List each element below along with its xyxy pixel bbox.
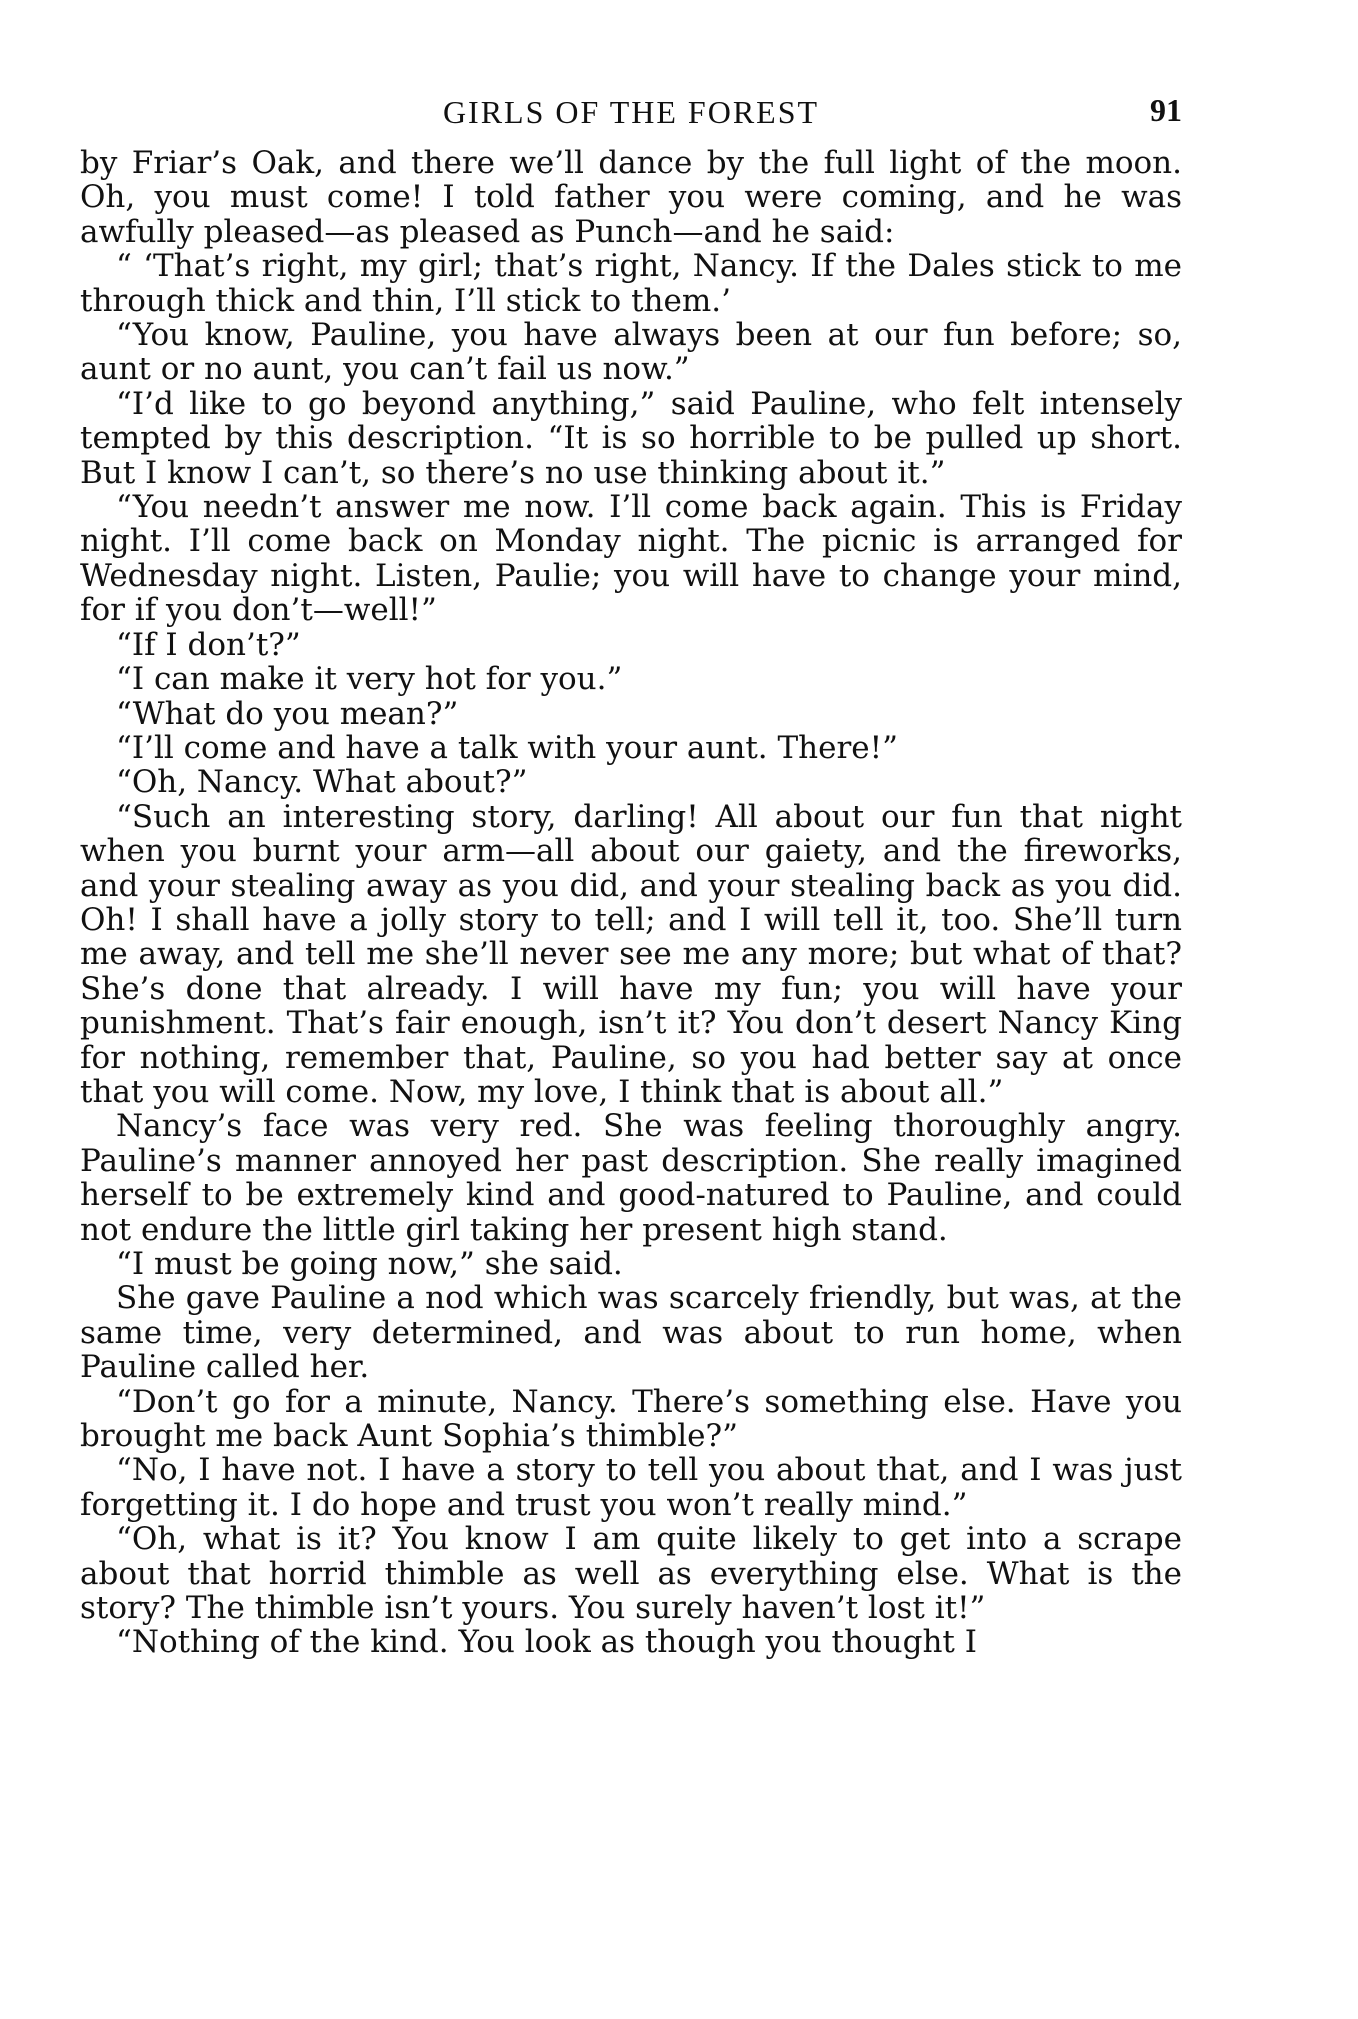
paragraph: “Such an interesting story, darling! All about our fun that night when you burnt your arm—all about our gaiety, and the fireworks, and your stealing away as you did, and your stealing back as you did. Oh! I shall have a jolly story to tell; and I will tell it, too. She’ll turn me away, and tell me she’ll never see me any more; but what of that? She’s done that already. I will have my fun; you will have your punishment. That’s fair enough, isn’t it? You don’t desert Nancy King for nothing, remember that, Pauline, so you had better say at once that you will come. Now, my love, I think that is about all.” xyxy=(80,798,1182,1110)
paragraph: “Don’t go for a minute, Nancy. There’s something else. Have you brought me back Aunt Sophia’s thimble?” xyxy=(80,1383,1182,1455)
paragraph: “You know, Pauline, you have always been at our fun before; so, aunt or no aunt, you can’t fail us now.” xyxy=(80,317,1182,388)
body-text xyxy=(80,146,1182,1660)
paragraph: “I’d like to go beyond anything,” said Pauline, who felt intensely tempted by this description. “It is so horrible to be pulled up short. But I know I can’t, so there’s no use thinking about it.” xyxy=(80,385,1182,491)
paragraph: “You needn’t answer me now. I’ll come back again. This is Friday night. I’ll come back on Monday night. The picnic is arranged for Wednesday night. Listen, Paulie; you will have to change your mind, for if you don’t—well!” xyxy=(80,489,1182,629)
running-title: GIRLS OF THE FOREST xyxy=(442,94,820,130)
paragraph: “If I don’t?” xyxy=(116,626,301,663)
paragraph: “No, I have not. I have a story to tell you about that, and I was just forgetting it. I do hope and trust you won’t really mind.” xyxy=(80,1452,1182,1523)
paragraph: “ ‘That’s right, my girl; that’s right, Nancy. If the Dales stick to me through thick and thin, I’ll stick to them.’ xyxy=(80,248,1182,319)
page-header xyxy=(80,88,1182,136)
paragraph: Nancy’s face was very red. She was feeling thoroughly angry. Pauline’s manner annoyed her past description. She really imagined herself to be extremely kind and good-natured to Pauline, and could not endure the little girl taking her present high stand. xyxy=(80,1108,1182,1248)
paragraph: “I’ll come and have a talk with your aunt. There!” xyxy=(116,729,898,766)
paragraph: “I must be going now,” she said. xyxy=(116,1246,623,1282)
paragraph: “Oh, what is it? You know I am quite likely to get into a scrape about that horrid thimble as well as everything else. What is the story? The thimble isn’t yours. You surely haven’t lost it!” xyxy=(80,1521,1182,1627)
paragraph: She gave Pauline a nod which was scarcely friendly, but was, at the same time, very determined, and was about to run home, when Pauline called her. xyxy=(80,1280,1182,1386)
paragraph: “Oh, Nancy. What about?” xyxy=(116,764,528,801)
page-number: 91 xyxy=(1150,92,1182,128)
paragraph: “What do you mean?” xyxy=(116,695,459,732)
paragraph: “Nothing of the kind. You look as though you thought I xyxy=(116,1624,977,1661)
paragraph: “I can make it very hot for you.” xyxy=(116,661,623,698)
paragraph: by Friar’s Oak, and there we’ll dance by the full light of the moon. Oh, you must come! I told father you were coming, and he was awfully pleased—as pleased as Punch—and he said: xyxy=(80,145,1182,250)
book-page xyxy=(80,88,1182,1660)
